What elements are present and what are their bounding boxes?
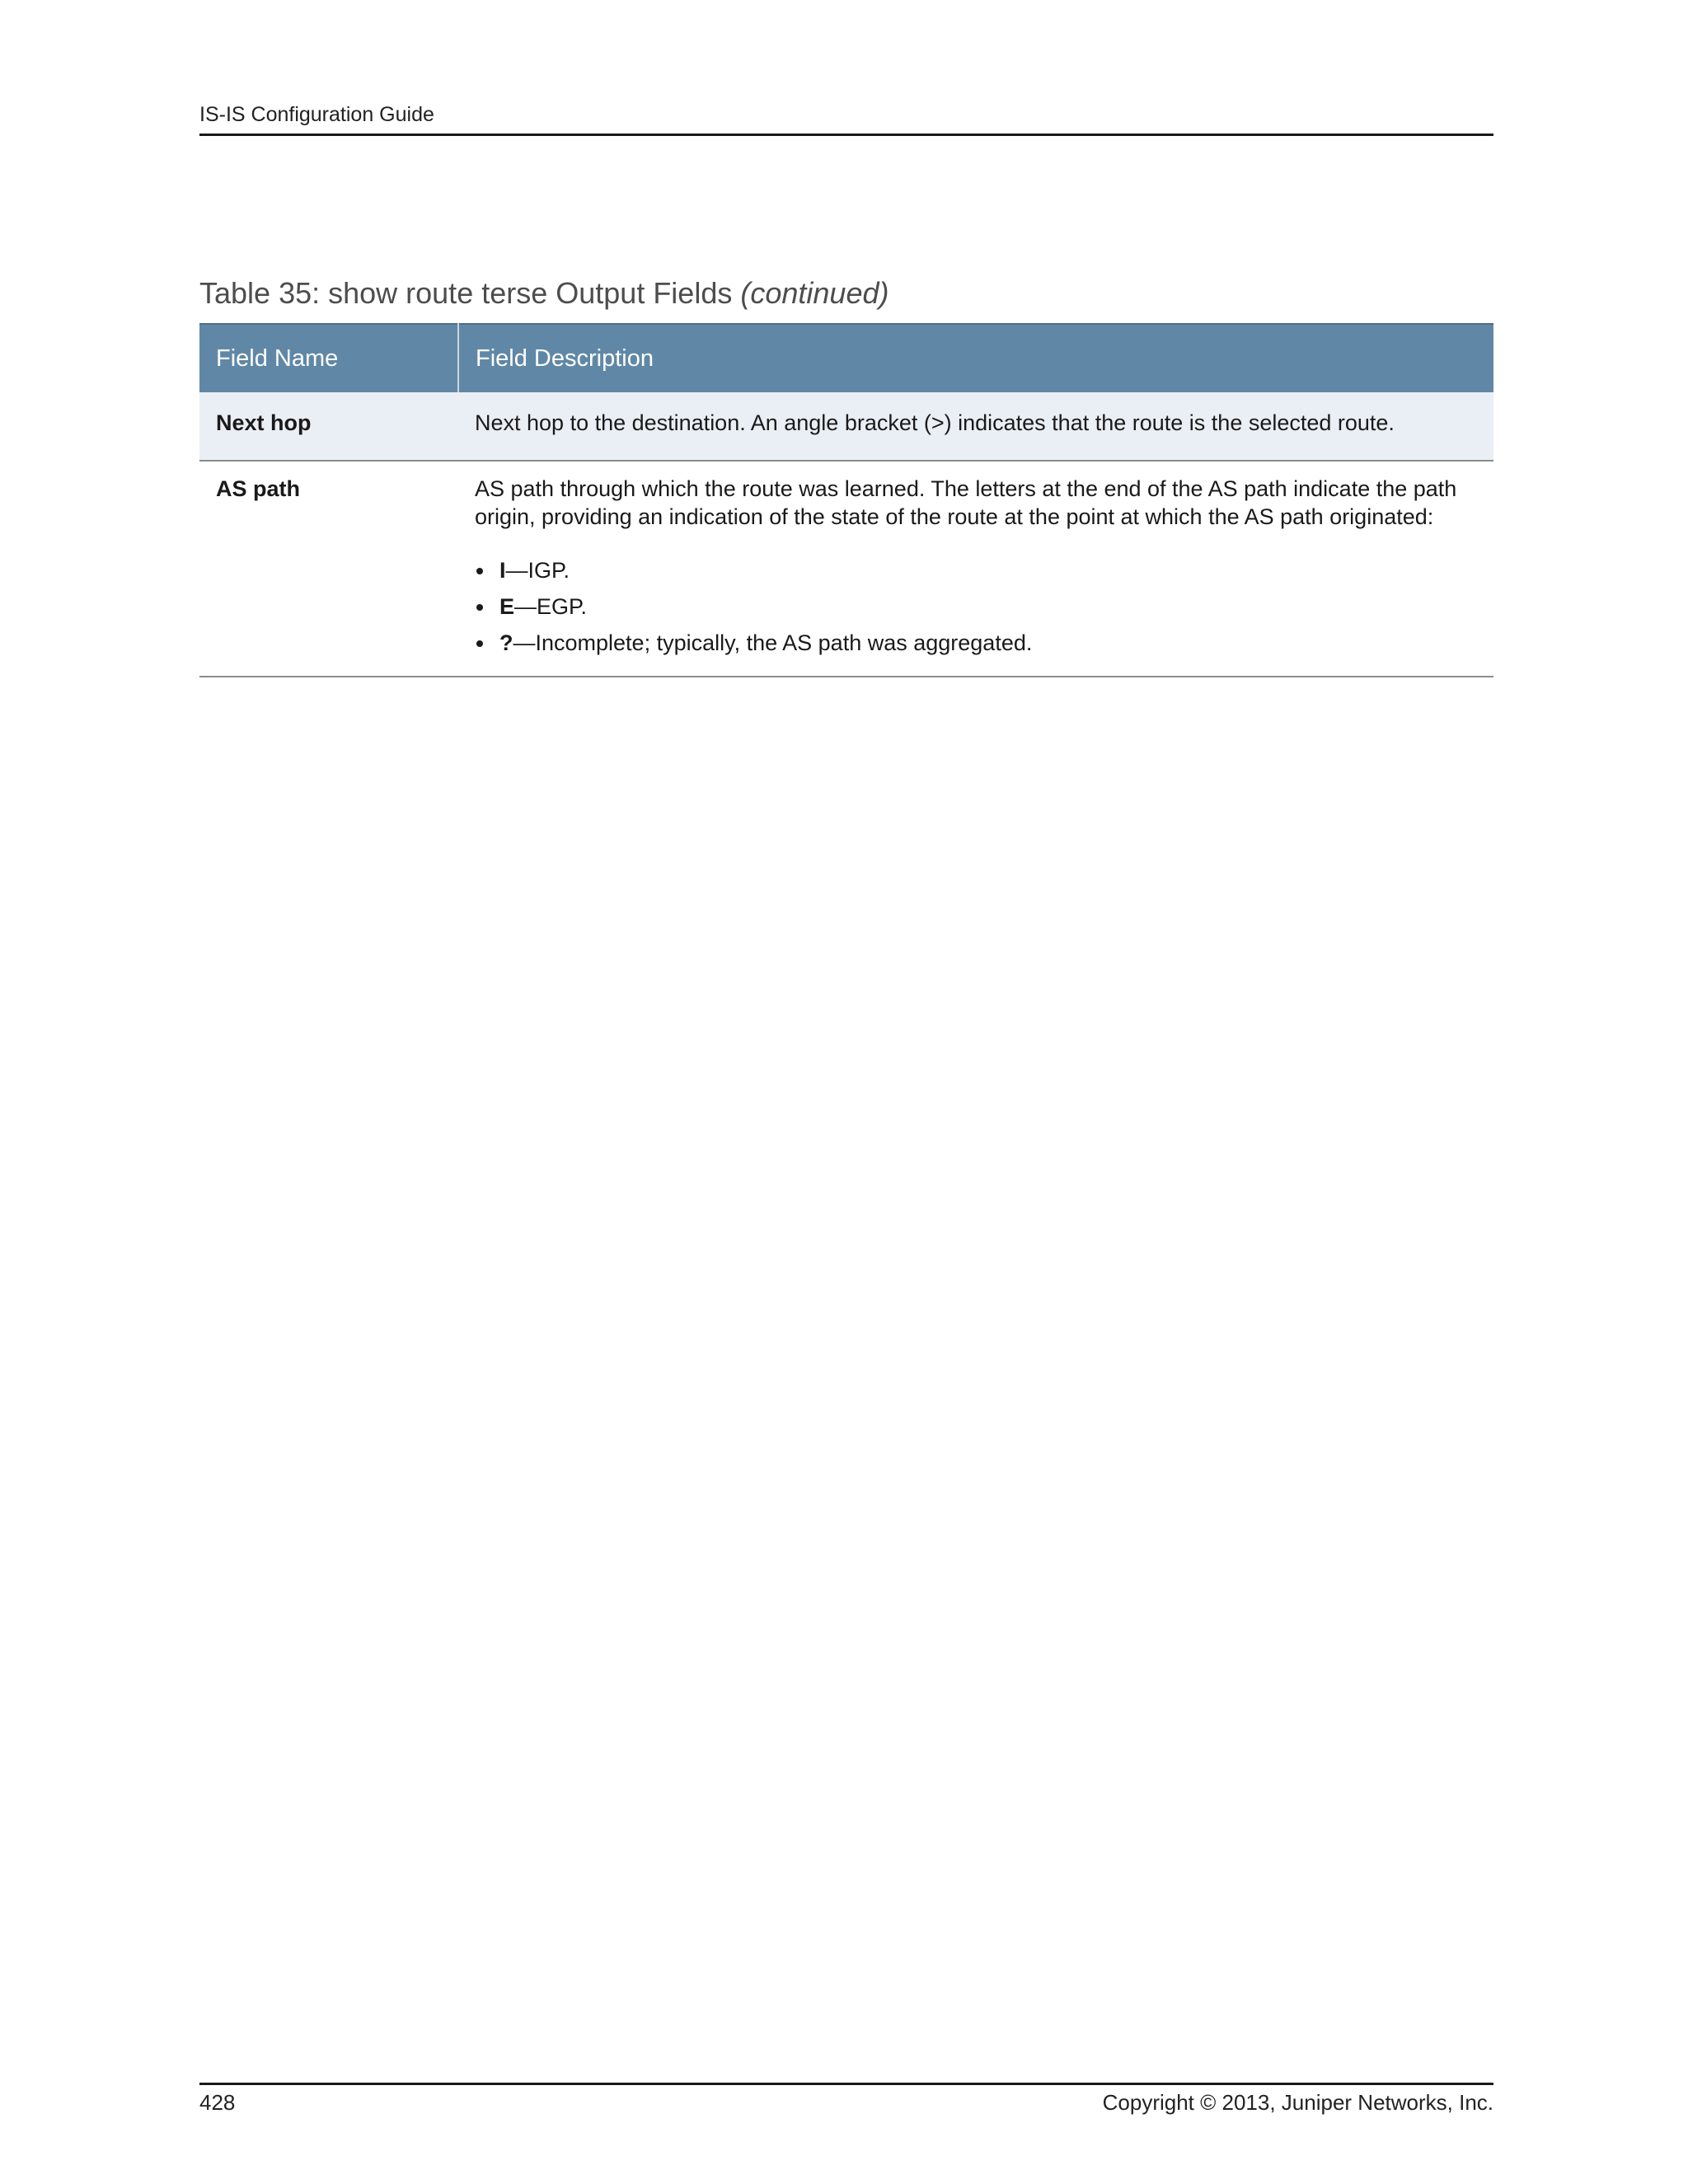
origin-code-meaning: —Incomplete; typically, the AS path was aggregated. xyxy=(513,630,1033,655)
document-page xyxy=(199,0,1493,2184)
origin-code-meaning: —EGP. xyxy=(514,594,588,619)
list-item xyxy=(475,625,1477,661)
field-name-cell: Next hop xyxy=(199,392,458,461)
table-header-row xyxy=(199,324,1493,392)
field-description-text: AS path through which the route was learned. The letters at the end of the AS path indicate the path origin, providing an indication of the state of the route at the point at which the AS path originated: xyxy=(475,476,1457,529)
column-header-field-name: Field Name xyxy=(199,324,458,392)
table-caption-title: Table 35: show route terse Output Fields xyxy=(199,276,733,310)
origin-code: E xyxy=(499,594,515,619)
field-name-cell: AS path xyxy=(199,461,458,677)
field-description-text: Next hop to the destination. An angle bracket (>) indicates that the route is the selected route. xyxy=(475,410,1395,435)
list-item xyxy=(475,552,1477,588)
field-description-cell xyxy=(458,461,1493,677)
origin-code-list xyxy=(475,552,1477,661)
table-row-next-hop xyxy=(199,392,1493,461)
origin-code-meaning: —IGP. xyxy=(505,558,570,583)
table-caption xyxy=(199,275,1493,312)
copyright-notice: Copyright © 2013, Juniper Networks, Inc. xyxy=(1102,2090,1493,2115)
column-header-field-description: Field Description xyxy=(458,324,1493,392)
table-row-as-path xyxy=(199,461,1493,677)
footer-rule xyxy=(199,2083,1493,2085)
origin-code: ? xyxy=(499,630,513,655)
running-header: IS-IS Configuration Guide xyxy=(199,103,434,126)
field-description-cell xyxy=(458,392,1493,461)
list-item xyxy=(475,588,1477,625)
origin-code: I xyxy=(499,558,506,583)
table-caption-continued: (continued) xyxy=(740,276,889,310)
page-number: 428 xyxy=(199,2090,236,2115)
output-fields-table xyxy=(199,323,1493,677)
header-rule xyxy=(199,134,1493,136)
